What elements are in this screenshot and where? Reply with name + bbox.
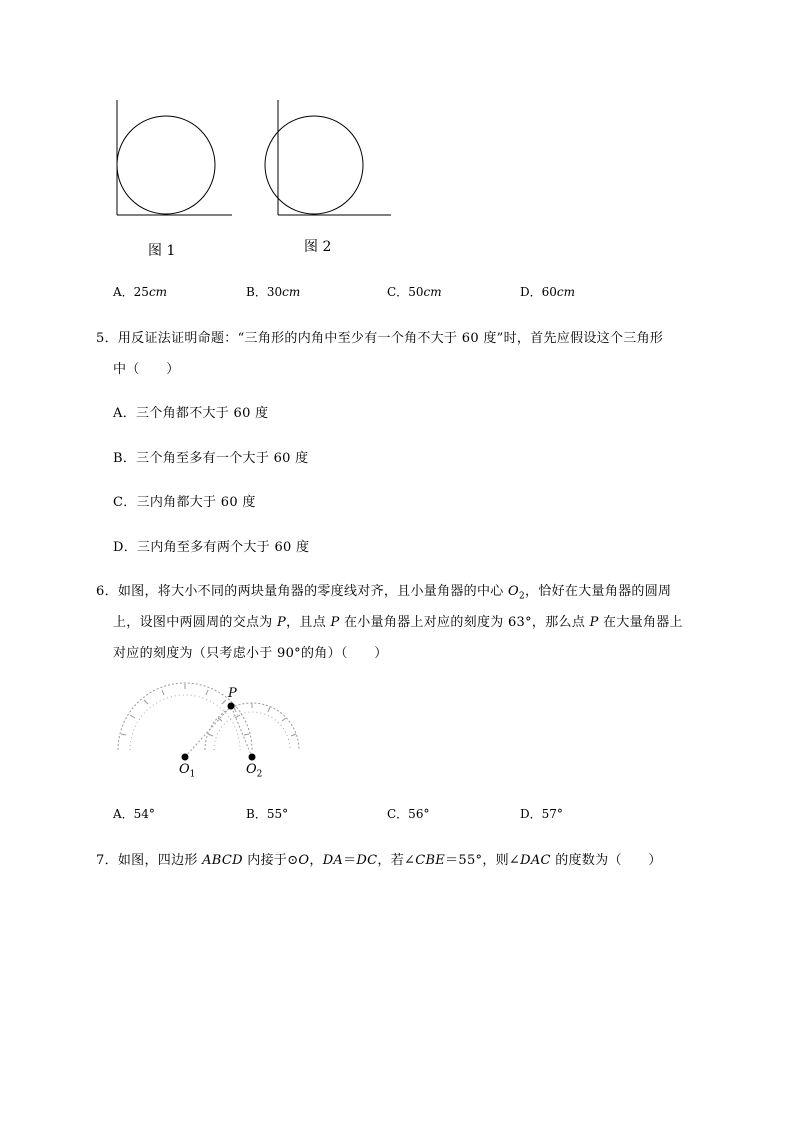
- q6-stem-line-3: 对应的刻度为（只考虑小于 90°的角）（ ）: [113, 646, 388, 661]
- q6-option-a[interactable]: A．54°: [113, 807, 155, 821]
- ray-o1-p: [185, 706, 231, 757]
- point-p: [228, 703, 235, 710]
- q6-stem-line-1: 6．如图，将大小不同的两块量角器的零度线对齐，且小量角器的中心 $O_2$，恰好在大量角器的圆周: [96, 584, 672, 602]
- point-o2: [249, 754, 256, 761]
- q5-stem-line-1: 5．用反证法证明命题：“三角形的内角中至少有一个角不大于 60 度”时，首先应假设这个三角形: [96, 331, 664, 346]
- q4-figure-2-caption: 图 2: [304, 239, 332, 255]
- q6-option-d[interactable]: D．57°: [520, 807, 563, 821]
- point-o1: [182, 754, 189, 761]
- q6-label-p: P: [228, 686, 237, 701]
- q5-option-d[interactable]: D．三内角至多有两个大于 60 度: [113, 540, 310, 555]
- small-protractor-outer-arc: [205, 703, 299, 750]
- q4-figure-1-caption: 图 1: [148, 243, 176, 259]
- q4-option-c[interactable]: C．50cm: [387, 285, 442, 299]
- q4-figure-2: [258, 95, 398, 225]
- q4-option-b[interactable]: B．30cm: [246, 285, 301, 299]
- q6-option-b[interactable]: B．55°: [246, 807, 289, 821]
- q4-option-d[interactable]: D．60cm: [520, 285, 576, 299]
- q6-option-c[interactable]: C．56°: [387, 807, 430, 821]
- q5-option-a[interactable]: A．三个角都不大于 60 度: [113, 406, 269, 421]
- q4-figure-1: [110, 95, 240, 225]
- q6-label-o1: $O_1$: [179, 762, 196, 780]
- small-protractor-ticks: [208, 703, 296, 736]
- q5-option-b[interactable]: B．三个角至多有一个大于 60 度: [113, 451, 309, 466]
- q6-protractor-figure: [110, 682, 320, 782]
- q5-stem-line-2: 中（ ）: [113, 362, 180, 377]
- large-protractor-inner-arc: [130, 695, 240, 750]
- q6-label-o2: $O_2$: [246, 762, 263, 780]
- q7-stem: 7．如图，四边形 ABCD 内接于⊙O，DA＝DC，若∠CBE＝55°，则∠DAC 的度数为（ ）: [96, 853, 662, 868]
- q5-option-c[interactable]: C．三内角都大于 60 度: [113, 495, 256, 510]
- q6-stem-line-2: 上，设图中两圆周的交点为 P，且点 P 在小量角器上对应的刻度为 63°，那么点 P 在大量角器上: [113, 615, 683, 630]
- q4-option-a[interactable]: A．25cm: [113, 285, 168, 299]
